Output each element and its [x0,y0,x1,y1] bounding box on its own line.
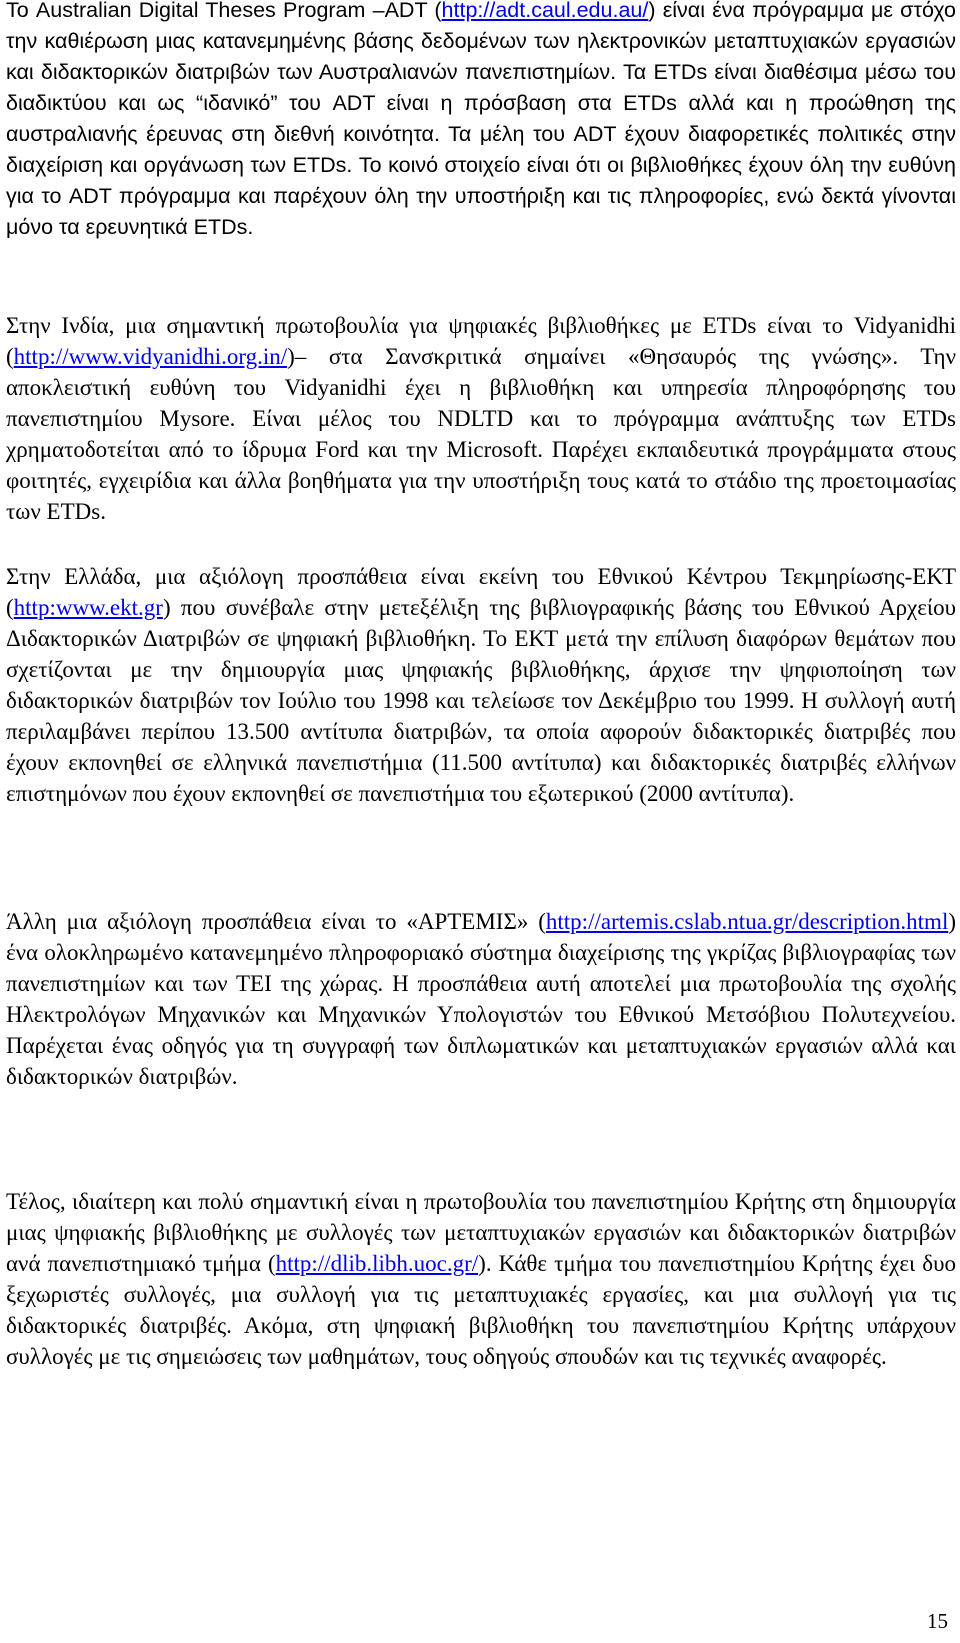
adt-link[interactable]: http://adt.caul.edu.au/ [441,0,649,22]
paragraph-greece [6,561,956,809]
artemis-link[interactable]: http://artemis.cslab.ntua.gr/description.html [545,909,949,934]
india-text-after-link: )– στα Σανσκριτικά σημαίνει «Θησαυρός της γνώσης». Την αποκλειστική ευθύνη του Vidyanidhi έχει η βιβλιοθήκη και υπηρεσία πληροφόρησης του πανεπιστημίου Mysore. Είναι μέλος του NDLTD και το πρόγραμμα ανάπτυξης των ETDs χρηματοδοτείται από το ίδρυμα Ford και την Microsoft. Παρέχει εκπαιδευτικά προγράμματα στους φοιτητές, εγχειρίδια και άλλα βοηθήματα για την υποστήριξη τους κατά το στάδιο της προετοιμασίας των ETDs. [6,344,956,524]
paragraph-adt [6,0,956,243]
dlib-uoc-link[interactable]: http://dlib.libh.uoc.gr/ [275,1251,479,1276]
adt-text-after-link: ) είναι ένα πρόγραμμα με στόχο την καθιέρωση μιας κατανεμημένης βάσης δεδομένων των ηλεκτρονικών μεταπτυχιακών εργασιών και διδακτορικών διατριβών των Αυστραλιανών πανεπιστημίων. Τα ETDs είναι διαθέσιμα μέσω του διαδικτύου και ως “ιδανικό” του ADT είναι η πρόσβαση στα ETDs αλλά και η προώθηση της αυστραλιανής έρευνας στη διεθνή κοινότητα. Τα μέλη του ADT έχουν διαφορετικές πολιτικές στην διαχείριση και οργάνωση των ETDs. Το κοινό στοιχείο είναι ότι οι βιβλιοθήκες έχουν όλη την ευθύνη για το ADT πρόγραμμα και παρέχουν όλη την υποστήριξη και τις πληροφορίες, ενώ δεκτά γίνονται μόνο τα ερευνητικά ETDs. [6,0,956,239]
crete-text-after-link: ). Κάθε τμήμα του πανεπιστημίου Κρήτης έχει δυο ξεχωριστές συλλογές, μια συλλογή για τις μεταπτυχιακές εργασίες, και μια συλλογή για τις διδακτορικές διατριβές. Ακόμα, στη ψηφιακή βιβλιοθήκη του πανεπιστημίου Κρήτης υπάρχουν συλλογές με τις σημειώσεις των μαθημάτων, τους οδηγούς σπουδών και τις τεχνικές αναφορές. [6,1251,956,1369]
page-number: 15 [927,1609,948,1633]
vidyanidhi-link[interactable]: http://www.vidyanidhi.org.in/ [13,344,288,369]
crete-text-before-link: Τέλος, ιδιαίτερη και πολύ σημαντική είναι η πρωτοβουλία του πανεπιστημίου Κρήτης στη δημιουργία μιας ψηφιακής βιβλιοθήκης με συλλογές των μεταπτυχιακών εργασιών και διδακτορικών διατριβών ανά πανεπιστημιακό τμήμα ( [6,1189,956,1276]
greece-text-after-link: ) που συνέβαλε στην μετεξέλιξη της βιβλιογραφικής βάσης του Εθνικού Αρχείου Διδακτορικών Διατριβών σε ψηφιακή βιβλιοθήκη. Το ΕΚΤ μετά την επίλυση διαφόρων θεμάτων που σχετίζονται με την δημιουργία μιας ψηφιακής βιβλιοθήκης, άρχισε την ψηφιοποίηση των διδακτορικών διατριβών τον Ιούλιο του 1998 και τελείωσε τον Δεκέμβριο του 1999. Η συλλογή αυτή περιλαμβάνει περίπου 13.500 αντίτυπα διατριβών, τα οποία αφορούν διδακτορικές διατριβές που έχουν εκπονηθεί σε ελληνικά πανεπιστήμια (11.500 αντίτυπα) και διδακτορικές διατριβές ελλήνων επιστημόνων που έχουν εκπονηθεί σε πανεπιστήμια του εξωτερικού (2000 αντίτυπα). [6,595,956,806]
india-text-before-link: Στην Ινδία, μια σημαντική πρωτοβουλία για ψηφιακές βιβλιοθήκες με ETDs είναι το Vidyanidhi ( [6,313,956,369]
paragraph-crete [6,1186,956,1372]
paragraph-india [6,310,956,527]
ekt-link[interactable]: http:www.ekt.gr [13,595,163,620]
artemis-text-before-link: Άλλη μια αξιόλογη προσπάθεια είναι το «ΑΡΤΕΜΙΣ» ( [6,909,546,934]
greece-text-before-link: Στην Ελλάδα, μια αξιόλογη προσπάθεια είναι εκείνη του Εθνικού Κέντρου Τεκμηρίωσης-ΕΚΤ ( [6,564,956,620]
artemis-text-after-link: ) ένα ολοκληρωμένο κατανεμημένο πληροφοριακό σύστημα διαχείρισης της γκρίζας βιβλιογραφίας των πανεπιστημίων και των ΤΕΙ της χώρας. Η προσπάθεια αυτή αποτελεί μια πρωτοβουλία της σχολής Ηλεκτρολόγων Μηχανικών και Μηχανικών Υπολογιστών του Εθνικού Μετσόβιου Πολυτεχνείου. Παρέχεται ένας οδηγός για τη συγγραφή των διπλωματικών και μεταπτυχιακών εργασιών αλλά και διδακτορικών διατριβών. [6,909,956,1089]
document-page [6,0,956,1643]
adt-text-before-link: Το Australian Digital Theses Program –ADT ( [6,0,442,22]
paragraph-artemis [6,906,956,1092]
